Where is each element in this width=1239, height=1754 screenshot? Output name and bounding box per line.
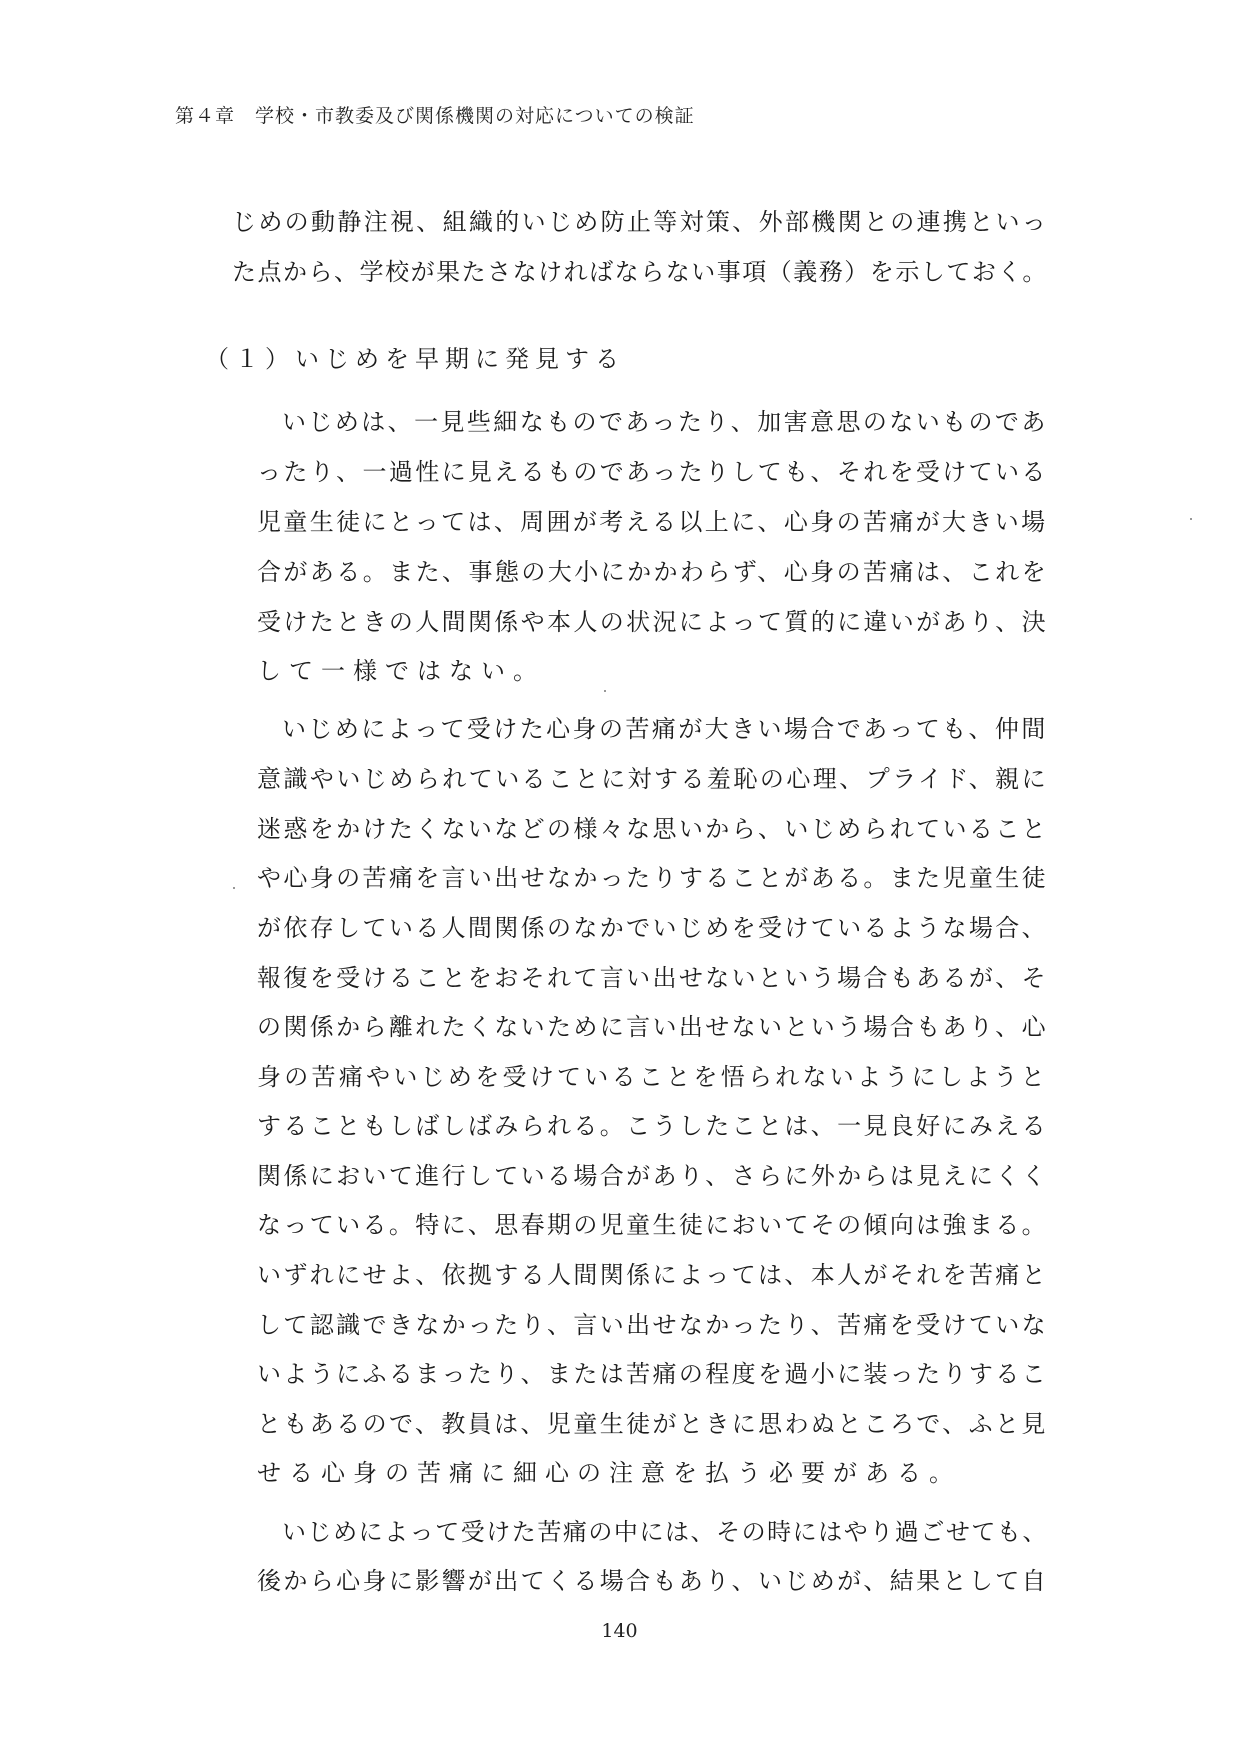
text-line: や心身の苦痛を言い出せなかったりすることがある。また児童生徒 bbox=[257, 864, 1048, 892]
text-line: 受けたときの人間関係や本人の状況によって質的に違いがあり、決 bbox=[257, 608, 1048, 636]
text-line: 合がある。また、事態の大小にかかわらず、心身の苦痛は、これを bbox=[257, 558, 1049, 586]
text-line: じめの動静注視、組織的いじめ防止等対策、外部機関との連携といっ bbox=[232, 208, 1049, 236]
text-line: いじめは、一見些細なものであったり、加害意思のないものであ bbox=[282, 408, 1048, 436]
text-line: いじめによって受けた心身の苦痛が大きい場合であっても、仲間 bbox=[282, 715, 1048, 743]
text-line: 迷惑をかけたくないなどの様々な思いから、いじめられていること bbox=[257, 815, 1048, 843]
text-line: が依存している人間関係のなかでいじめを受けているような場合、 bbox=[257, 914, 1048, 942]
text-line: 後から心身に影響が出てくる場合もあり、いじめが、結果として自 bbox=[257, 1567, 1048, 1595]
text-line: 意識やいじめられていることに対する羞恥の心理、プライド、親に bbox=[257, 765, 1049, 793]
text-line: いずれにせよ、依拠する人間関係によっては、本人がそれを苦痛と bbox=[257, 1261, 1048, 1289]
section-heading: （１）いじめを早期に発見する bbox=[205, 345, 625, 373]
text-line: ったり、一過性に見えるものであったりしても、それを受けている bbox=[257, 458, 1048, 486]
text-line: いようにふるまったり、または苦痛の程度を過小に装ったりするこ bbox=[257, 1360, 1048, 1388]
text-line: せる心身の苦痛に細心の注意を払う必要がある。 bbox=[257, 1459, 961, 1487]
text-line: いじめによって受けた苦痛の中には、その時にはやり過ごせても、 bbox=[282, 1518, 1048, 1546]
text-line: なっている。特に、思春期の児童生徒においてその傾向は強まる。 bbox=[257, 1211, 1048, 1239]
page-number: 140 bbox=[601, 1620, 638, 1642]
text-line: 関係において進行している場合があり、さらに外からは見えにくく bbox=[257, 1162, 1048, 1190]
text-line: た点から、学校が果たさなければならない事項（義務）を示しておく。 bbox=[232, 258, 1048, 286]
text-line: することもしばしばみられる。こうしたことは、一見良好にみえる bbox=[257, 1112, 1048, 1140]
scan-artifact bbox=[233, 887, 235, 889]
text-line: の関係から離れたくないために言い出せないという場合もあり、心 bbox=[257, 1013, 1048, 1041]
text-line: 児童生徒にとっては、周囲が考える以上に、心身の苦痛が大きい場 bbox=[257, 508, 1048, 536]
scan-artifact bbox=[1190, 518, 1192, 520]
text-line: ともあるので、教員は、児童生徒がときに思わぬところで、ふと見 bbox=[257, 1410, 1048, 1438]
chapter-header: 第４章 学校・市教委及び関係機関の対応についての検証 bbox=[175, 105, 695, 127]
scan-artifact bbox=[604, 690, 606, 692]
text-line: 報復を受けることをおそれて言い出せないという場合もあるが、そ bbox=[257, 964, 1048, 992]
text-line: して認識できなかったり、言い出せなかったり、苦痛を受けていな bbox=[257, 1311, 1048, 1339]
text-line: して一様ではない。 bbox=[257, 657, 545, 685]
text-line: 身の苦痛やいじめを受けていることを悟られないようにしようと bbox=[257, 1063, 1048, 1091]
